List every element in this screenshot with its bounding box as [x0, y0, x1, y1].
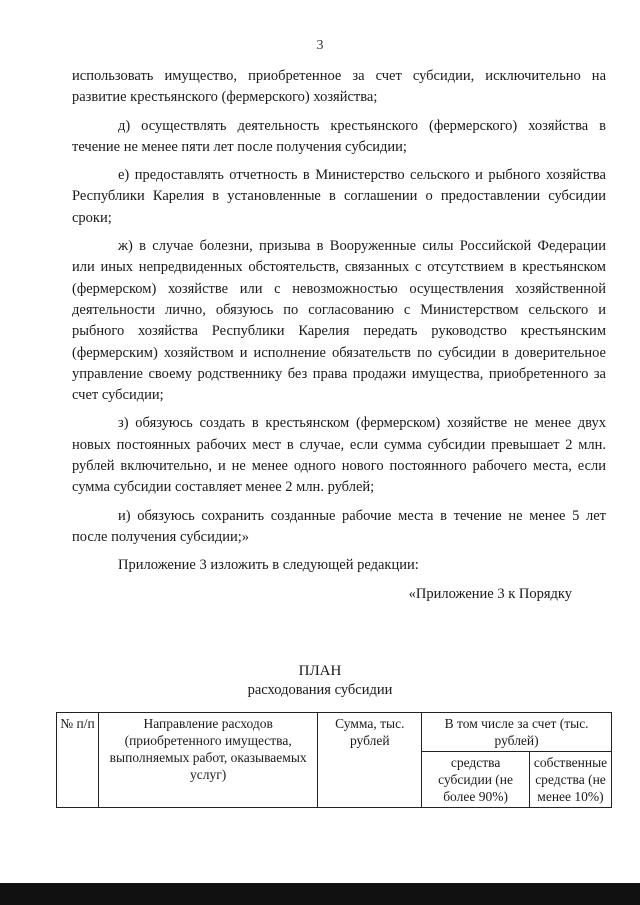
table-header-row — [57, 713, 612, 752]
paragraph-item-i: и) обязуюсь сохранить созданные рабочие места в течение не менее 5 лет после получения субсидии;» — [72, 507, 606, 545]
paragraph-item-z: з) обязуюсь создать в крестьянском (фермерском) хозяйстве не менее двух новых постоянных рабочих мест в случае, если сумма субсидии превышает 2 млн. рублей включительно, и не менее одного нового постоянного рабочего места, если сумма субсидии составляет менее 2 млн. рублей; — [72, 415, 606, 496]
appendix-reference: «Приложение 3 к Порядку — [408, 585, 572, 602]
paragraph-item-d: д) осуществлять деятельность крестьянского (фермерского) хозяйства в течение не менее пяти лет после получения субсидии; — [72, 117, 606, 155]
header-sum: Сумма, тыс. рублей — [318, 713, 422, 808]
header-including: В том числе за счет (тыс. рублей) — [422, 713, 612, 752]
paragraph-item-zh: ж) в случае болезни, призыва в Вооруженные силы Российской Федерации или иных непредвиденных обстоятельств, связанных с отсутствием в крестьянском (фермерском) хозяйстве или с невозможностью осуществления хозяйственной деятельности лично, обязуюсь по согласованию с Министерством сельского и рыбного хозяйства Республики Карелия передать руководство крестьянским (фермерским) хозяйством и исполнение обязательств по субсидии в доверительное управление своему родственнику без права продажи имущества, приобретенного за счет субсидии; — [72, 238, 606, 404]
paragraph-item-e: е) предоставлять отчетность в Министерство сельского и рыбного хозяйства Республики Карелия в установленные в соглашении о предоставлении субсидии сроки; — [72, 167, 606, 226]
page-number: 3 — [316, 38, 324, 53]
paragraph-continuation: использовать имущество, приобретенное за счет субсидии, исключительно на развитие крестьянского (фермерского) хозяйства; — [72, 68, 606, 106]
plan-title: ПЛАН — [298, 663, 342, 679]
header-direction: Направление расходов (приобретенного имущества, выполняемых работ, оказываемых услуг) — [98, 713, 318, 808]
paragraph-appendix-intro: Приложение 3 изложить в следующей редакции: — [118, 557, 419, 574]
header-own-funds: собственные средства (не менее 10%) — [529, 752, 611, 808]
header-subsidy-funds: средства субсидии (не более 90%) — [422, 752, 530, 808]
plan-table — [56, 712, 612, 808]
plan-subtitle: расходования субсидии — [247, 682, 393, 698]
scan-bottom-edge — [0, 883, 640, 905]
header-number: № п/п — [57, 713, 99, 808]
document-body — [72, 66, 606, 612]
